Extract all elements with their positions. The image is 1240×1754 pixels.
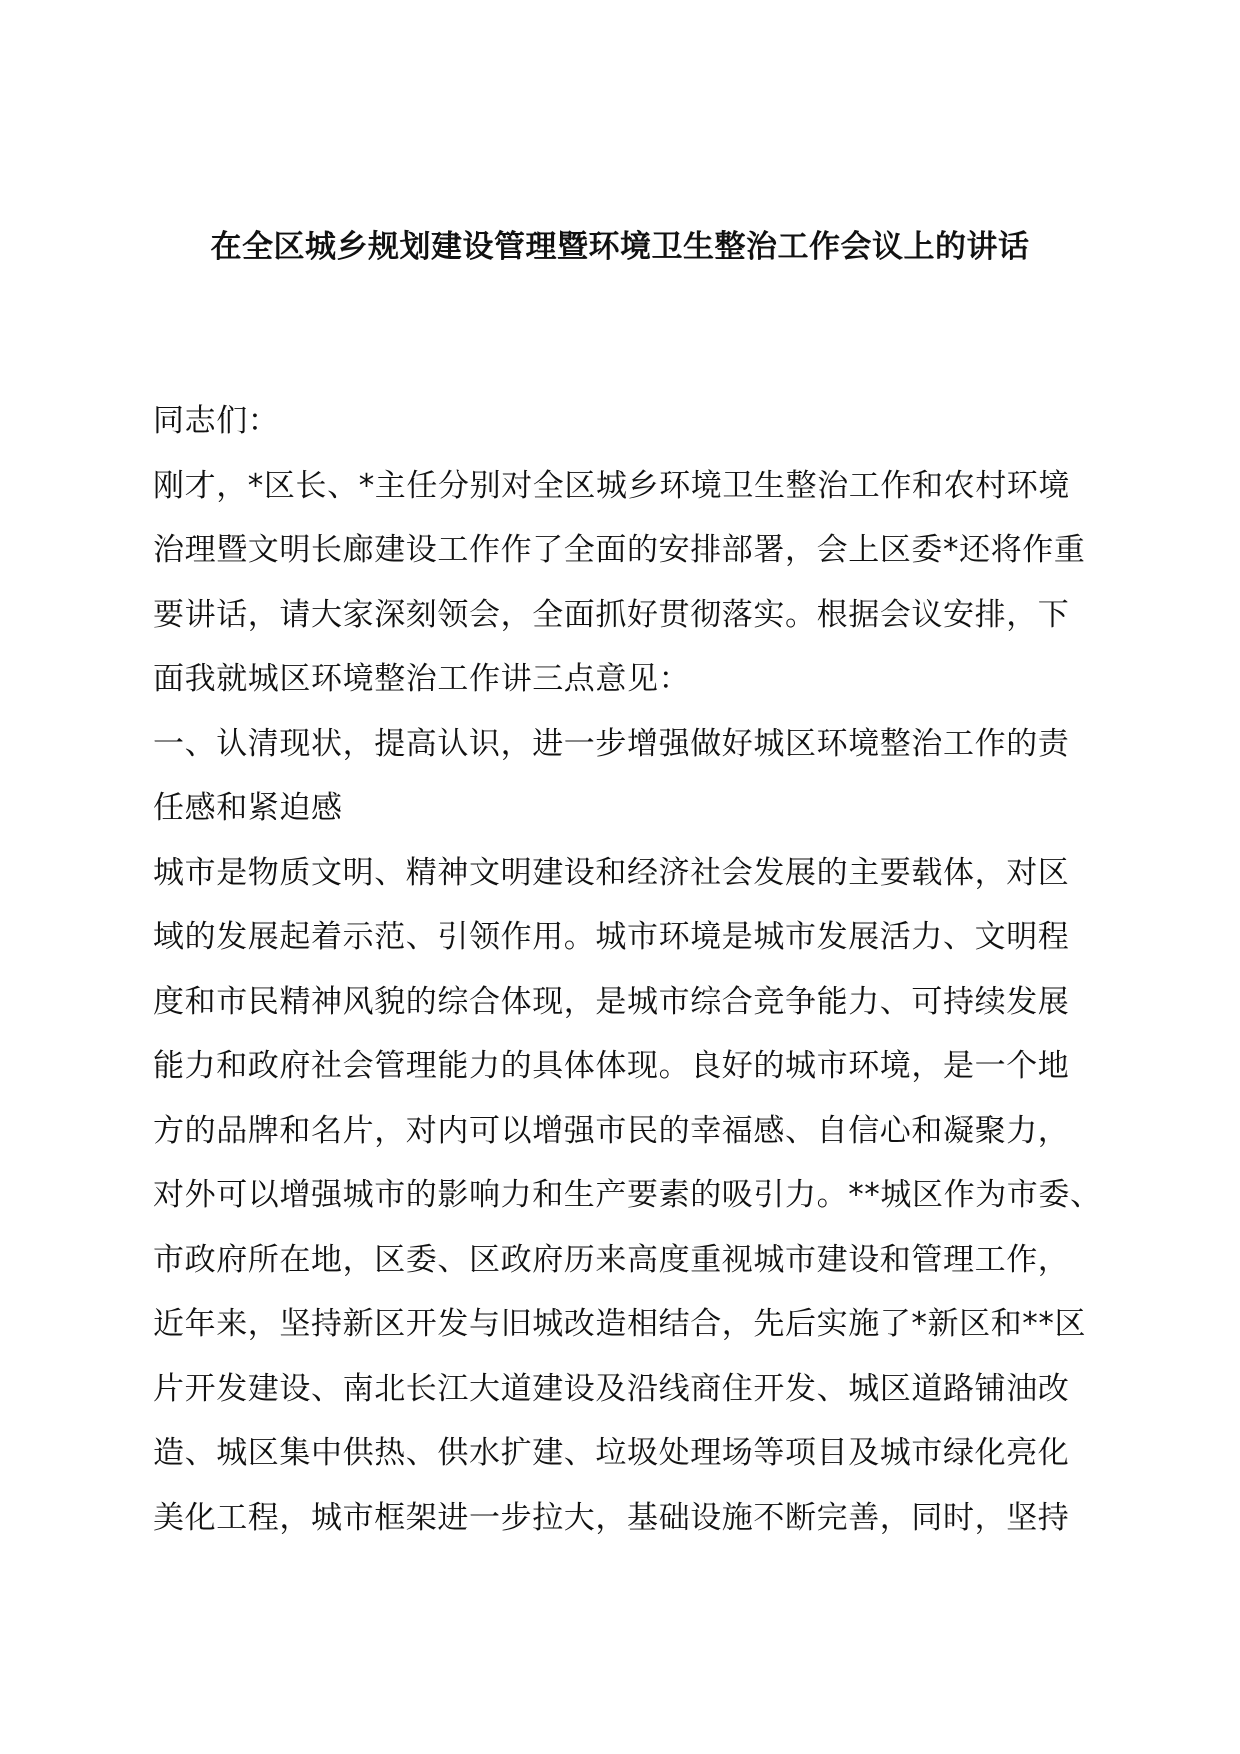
paragraph-line: 片开发建设、南北长江大道建设及沿线商住开发、城区道路铺油改 <box>153 1370 1070 1407</box>
paragraph-line: 市政府所在地，区委、区政府历来高度重视城市建设和管理工作， <box>153 1241 1070 1278</box>
document-title: 在全区城乡规划建设管理暨环境卫生整治工作会议上的讲话 <box>210 229 1030 265</box>
paragraph-line: 度和市民精神风貌的综合体现，是城市综合竞争能力、可持续发展 <box>153 983 1070 1020</box>
paragraph-line: 要讲话，请大家深刻领会，全面抓好贯彻落实。根据会议安排，下 <box>153 596 1070 633</box>
paragraph-line: 面我就城区环境整治工作讲三点意见： <box>153 661 691 697</box>
paragraph-line: 域的发展起着示范、引领作用。城市环境是城市发展活力、文明程 <box>153 919 1070 955</box>
paragraph-line: 近年来，坚持新区开发与旧城改造相结合，先后实施了*新区和**区 <box>153 1306 1087 1342</box>
paragraph-line: 美化工程，城市框架进一步拉大，基础设施不断完善，同时，坚持 <box>153 1499 1070 1536</box>
paragraph-line: 方的品牌和名片，对内可以增强市民的幸福感、自信心和凝聚力， <box>153 1112 1070 1149</box>
section-heading-line: 任感和紧迫感 <box>153 790 343 826</box>
paragraph-line: 能力和政府社会管理能力的具体体现。良好的城市环境，是一个地 <box>153 1048 1070 1084</box>
salutation-line: 同志们： <box>153 403 280 439</box>
paragraph-line: 对外可以增强城市的影响力和生产要素的吸引力。**城区作为市委、 <box>153 1177 1102 1213</box>
section-heading-line: 一、认清现状，提高认识，进一步增强做好城区环境整治工作的责 <box>153 725 1070 762</box>
document-body <box>153 389 1102 1550</box>
paragraph-line: 刚才，*区长、*主任分别对全区城乡环境卫生整治工作和农村环境 <box>153 467 1070 504</box>
paragraph-line: 治理暨文明长廊建设工作作了全面的安排部署，会上区委*还将作重 <box>153 532 1086 568</box>
paragraph-line: 城市是物质文明、精神文明建设和经济社会发展的主要载体，对区 <box>153 854 1070 891</box>
paragraph-line: 造、城区集中供热、供水扩建、垃圾处理场等项目及城市绿化亮化 <box>153 1435 1070 1471</box>
